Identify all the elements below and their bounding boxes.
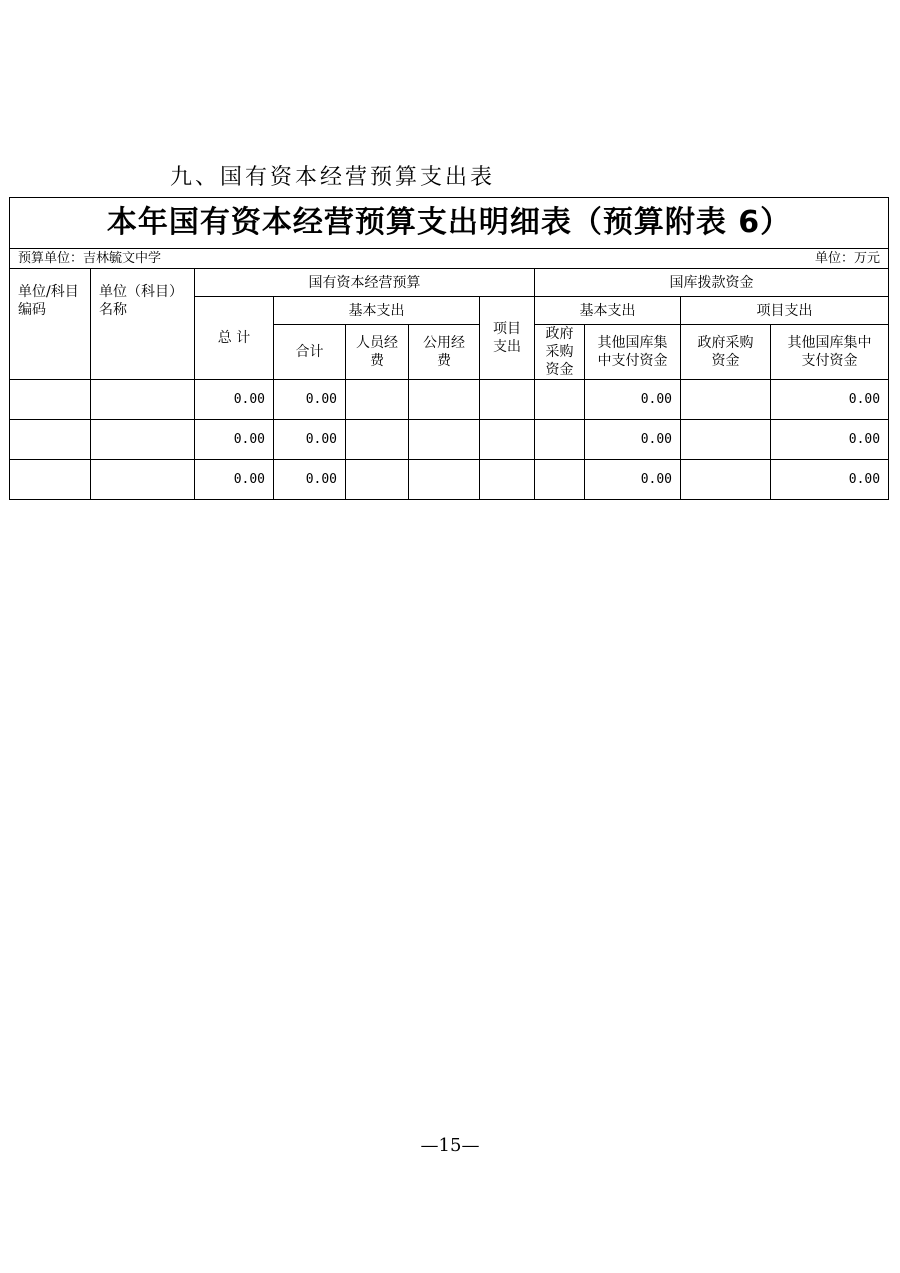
- currency-unit-label: 单位：万元: [480, 249, 889, 269]
- cell-personnel: [346, 420, 409, 460]
- cell-public: [409, 420, 480, 460]
- header-gov-procurement-basic: 政府采购资金: [535, 325, 585, 380]
- cell-code: [10, 420, 91, 460]
- cell-other-central-project: 0.00: [771, 460, 889, 500]
- header-gov-procurement-project: 政府采购资金: [681, 325, 771, 380]
- section-heading: 九、国有资本经营预算支出表: [170, 165, 496, 190]
- header-public: 公用经费: [409, 325, 480, 380]
- cell-other-central-project: 0.00: [771, 380, 889, 420]
- budget-unit-label: 预算单位：吉林毓文中学: [10, 249, 480, 269]
- cell-project: [480, 460, 535, 500]
- header-treasury-basic: 基本支出: [535, 297, 681, 325]
- cell-total: 0.00: [195, 460, 274, 500]
- table-title: 本年国有资本经营预算支出明细表（预算附表 6）: [10, 198, 889, 249]
- cell-other-central-project: 0.00: [771, 420, 889, 460]
- budget-expenditure-table: [9, 197, 889, 500]
- cell-total: 0.00: [195, 380, 274, 420]
- cell-gov-procurement-project: [681, 460, 771, 500]
- table-row: [10, 380, 889, 420]
- header-unit-name: 单位（科目）名称: [91, 269, 195, 380]
- cell-gov-procurement-project: [681, 420, 771, 460]
- cell-subtotal: 0.00: [274, 420, 346, 460]
- cell-name: [91, 420, 195, 460]
- header-subtotal: 合计: [274, 325, 346, 380]
- page-number: —15—: [420, 1135, 480, 1156]
- cell-subtotal: 0.00: [274, 460, 346, 500]
- cell-other-central-basic: 0.00: [585, 460, 681, 500]
- cell-gov-procurement-basic: [535, 460, 585, 500]
- header-treasury-project: 项目支出: [681, 297, 889, 325]
- cell-gov-procurement-project: [681, 380, 771, 420]
- header-unit-code: 单位/科目编码: [10, 269, 91, 380]
- cell-other-central-basic: 0.00: [585, 380, 681, 420]
- header-soe-budget: 国有资本经营预算: [195, 269, 535, 297]
- cell-public: [409, 460, 480, 500]
- cell-total: 0.00: [195, 420, 274, 460]
- cell-personnel: [346, 460, 409, 500]
- cell-other-central-basic: 0.00: [585, 420, 681, 460]
- cell-name: [91, 380, 195, 420]
- cell-code: [10, 460, 91, 500]
- cell-name: [91, 460, 195, 500]
- header-other-central-project: 其他国库集中支付资金: [771, 325, 889, 380]
- cell-project: [480, 380, 535, 420]
- header-personnel: 人员经费: [346, 325, 409, 380]
- cell-public: [409, 380, 480, 420]
- header-treasury-funds: 国库拨款资金: [535, 269, 889, 297]
- table-row: [10, 420, 889, 460]
- cell-code: [10, 380, 91, 420]
- header-project-expenditure: 项目支出: [480, 297, 535, 380]
- table-row: [10, 460, 889, 500]
- header-other-central-basic: 其他国库集中支付资金: [585, 325, 681, 380]
- cell-personnel: [346, 380, 409, 420]
- header-basic-expenditure: 基本支出: [274, 297, 480, 325]
- cell-gov-procurement-basic: [535, 420, 585, 460]
- budget-table-container: [9, 197, 888, 500]
- cell-gov-procurement-basic: [535, 380, 585, 420]
- cell-subtotal: 0.00: [274, 380, 346, 420]
- cell-project: [480, 420, 535, 460]
- header-total: 总 计: [195, 297, 274, 380]
